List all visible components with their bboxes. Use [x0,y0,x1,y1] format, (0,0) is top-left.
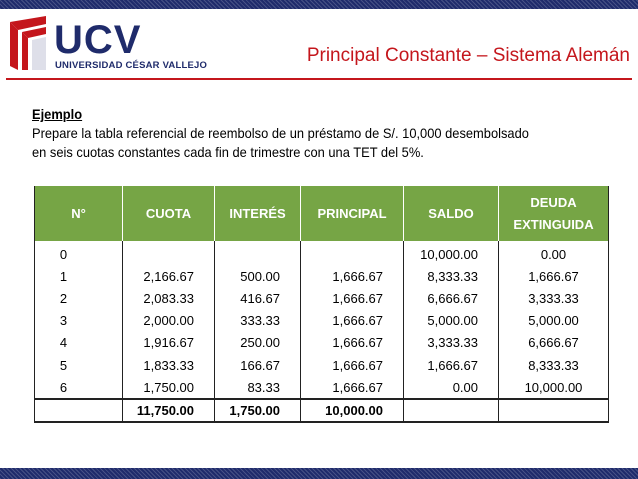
column-header-interes: INTERÉS [215,186,301,241]
total-principal: 10,000.00 [301,399,404,422]
cell-number: 2 [35,287,123,309]
cell-cuota: 1,750.00 [123,376,215,399]
cell-number: 1 [35,265,123,287]
cell-number: 4 [35,332,123,354]
cell-deuda-extinguida: 1,666.67 [499,265,609,287]
problem-statement [32,124,612,162]
cell-principal: 1,666.67 [301,287,404,309]
total-number [35,399,123,422]
table-header-row [35,186,609,241]
cell-deuda-extinguida: 0.00 [499,241,609,265]
table-row [35,310,609,332]
cell-principal: 1,666.67 [301,376,404,399]
cell-cuota: 1,833.33 [123,354,215,376]
cell-interes: 500.00 [215,265,301,287]
column-header-number: N° [35,186,123,241]
cell-cuota: 2,083.33 [123,287,215,309]
top-decorative-bar [0,0,638,9]
column-header-principal: PRINCIPAL [301,186,404,241]
cell-number: 5 [35,354,123,376]
cell-number: 3 [35,310,123,332]
column-header-saldo: SALDO [404,186,499,241]
bottom-decorative-bar [0,468,638,479]
cell-principal: 1,666.67 [301,265,404,287]
problem-statement-line-1: Prepare la tabla referencial de reembolso de un préstamo de S/. 10,000 desembolsado [32,125,529,141]
cell-principal: 1,666.67 [301,354,404,376]
total-interes: 1,750.00 [215,399,301,422]
cell-principal: 1,666.67 [301,310,404,332]
table-row [35,287,609,309]
cell-deuda-extinguida: 3,333.33 [499,287,609,309]
title-divider [6,78,632,80]
brand-name: UCV [54,18,142,62]
column-header-cuota: CUOTA [123,186,215,241]
table-row [35,376,609,399]
table-row [35,265,609,287]
page-title: Principal Constante – Sistema Alemán [306,45,630,66]
cell-cuota [123,241,215,265]
table-row [35,354,609,376]
cell-number: 0 [35,241,123,265]
cell-saldo: 10,000.00 [404,241,499,265]
cell-saldo: 1,666.67 [404,354,499,376]
column-header-deuda-extinguida: DEUDA EXTINGUIDA [499,186,609,241]
totals-row [35,399,609,422]
cell-deuda-extinguida: 10,000.00 [499,376,609,399]
cell-saldo: 5,000.00 [404,310,499,332]
table-row [35,241,609,265]
total-deuda-extinguida [499,399,609,422]
cell-cuota: 2,166.67 [123,265,215,287]
cell-saldo: 3,333.33 [404,332,499,354]
cell-interes: 333.33 [215,310,301,332]
cell-deuda-extinguida: 6,666.67 [499,332,609,354]
cell-cuota: 1,916.67 [123,332,215,354]
cell-deuda-extinguida: 5,000.00 [499,310,609,332]
cell-interes: 250.00 [215,332,301,354]
cell-interes: 416.67 [215,287,301,309]
cell-deuda-extinguida: 8,333.33 [499,354,609,376]
cell-number: 6 [35,376,123,399]
cell-cuota: 2,000.00 [123,310,215,332]
amortization-table [34,186,609,423]
ucv-logo-mark-icon [6,14,50,74]
total-cuota: 11,750.00 [123,399,215,422]
cell-saldo: 0.00 [404,376,499,399]
problem-statement-line-2: en seis cuotas constantes cada fin de trimestre con una TET del 5%. [32,144,424,160]
table-row [35,332,609,354]
cell-saldo: 8,333.33 [404,265,499,287]
cell-saldo: 6,666.67 [404,287,499,309]
cell-interes: 83.33 [215,376,301,399]
cell-interes: 166.67 [215,354,301,376]
ucv-logo [6,14,206,76]
example-heading: Ejemplo [32,106,83,122]
cell-principal [301,241,404,265]
total-saldo [404,399,499,422]
brand-subtitle: UNIVERSIDAD CÉSAR VALLEJO [55,60,208,71]
cell-principal: 1,666.67 [301,332,404,354]
cell-interes [215,241,301,265]
